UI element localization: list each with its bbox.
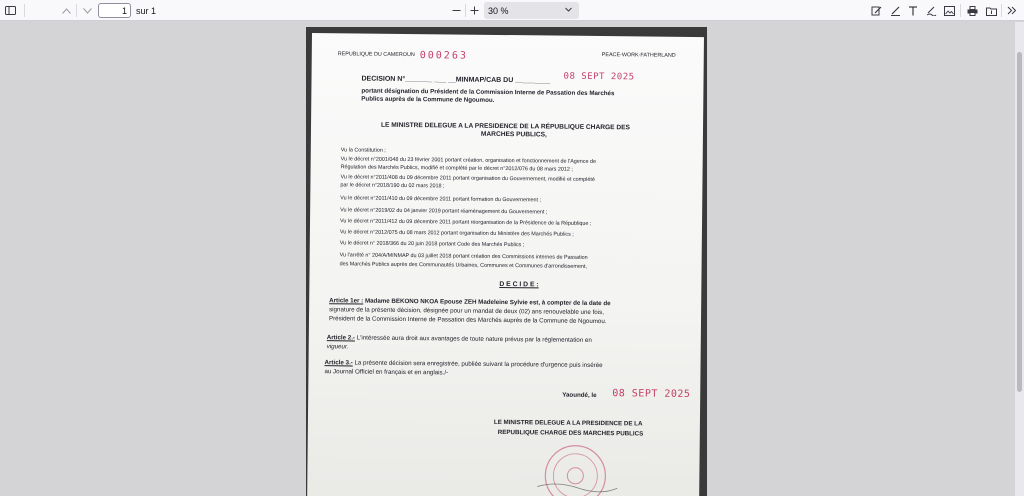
article-3-label: Article 3.- <box>324 359 353 367</box>
vu-item: des Marchés Publics auprès des Communautés Urbaines, Communes et Communes d'arrondissement, <box>339 261 587 270</box>
signature-icon <box>926 5 937 16</box>
article-3-line2: au Journal Officiel en français et en anglais./- <box>324 368 449 377</box>
vu-item: Vu le décret n°2001/048 du 23 février 2001 portant création, organisation et fonctionnement de l'Agence de <box>340 156 597 165</box>
vu-item: Vu la Constitution ; <box>340 147 386 154</box>
vu-item: Vu l'arrêté n° 204/A/MINMAP du 03 juillet 2018 portant création des Commissions internes de Passation <box>339 252 588 261</box>
article-3 <box>325 359 603 369</box>
header-motto: PEACE-WORK-FATHERLAND <box>601 52 676 59</box>
text-button[interactable] <box>906 2 920 19</box>
pdf-page <box>306 27 707 496</box>
decision-subject-line2: Publics auprès de la Commune de Ngoumou. <box>361 95 495 104</box>
minus-icon <box>452 6 461 15</box>
toolbar-divider <box>960 4 961 17</box>
sidebar-toggle-button[interactable] <box>3 2 17 19</box>
minister-title-line1: LE MINISTRE DELEGUE A LA PRESIDENCE DE LA RÉPUBLIQUE CHARGE DES <box>381 121 630 132</box>
highlight-button[interactable] <box>869 2 883 19</box>
toolbar-divider <box>76 4 77 17</box>
article-2-label: Article 2.- <box>326 334 356 342</box>
print-icon <box>967 6 978 16</box>
zoom-value: 30 % <box>488 5 509 16</box>
image-icon <box>944 6 955 16</box>
vu-item: Vu le décret n°2019/02 du 04 janvier 2019 portant réaménagement du Gouvernement ; <box>340 207 548 216</box>
draw-button[interactable] <box>888 2 902 19</box>
vertical-scrollbar[interactable] <box>1015 22 1024 496</box>
next-page-button[interactable] <box>80 2 94 19</box>
vu-item: Vu le décret n°2012/075 du 08 mars 2012 portant organisation du Ministère des Marchés Publics ; <box>339 229 574 238</box>
chevron-down-icon <box>83 8 92 14</box>
minister-title-line2: MARCHES PUBLICS, <box>480 130 547 139</box>
zoom-in-button[interactable] <box>467 2 481 19</box>
header-republic: REPUBLIQUE DU CAMEROUN <box>337 51 415 59</box>
vu-item: Vu le décret n°2011/412 du 09 décembre 2011 portant réorganisation de la Présidence de la République ; <box>339 218 592 227</box>
place-date-label: Yaoundé, le <box>562 391 597 400</box>
more-tools-button[interactable] <box>1005 2 1019 19</box>
vu-item: Vu le décret n°2011/410 du 09 décembre 2011 portant formation du Gouvernement ; <box>340 195 542 204</box>
document-scan <box>307 33 704 496</box>
save-icon <box>986 6 997 16</box>
text-icon <box>908 6 918 16</box>
decision-title: DECISION N°_______ ___ __MINMAP/CAB DU _________ <box>361 75 551 85</box>
article-1-line3: Président de la Commission Interne de Passation des Marchés auprès de la Commune de Ngoumou. <box>328 315 607 326</box>
page-total-label: sur 1 <box>136 6 157 16</box>
pen-icon <box>890 5 901 16</box>
print-button[interactable] <box>965 2 979 19</box>
signatory-line1: LE MINISTRE DELEGUE A LA PRESIDENCE DE LA <box>493 418 643 428</box>
signatory-line2: REPUBLIQUE CHARGE DES MARCHES PUBLICS <box>497 428 644 438</box>
previous-page-button[interactable] <box>59 2 73 19</box>
article-3-text: La présente décision sera enregistrée, publiée suivant la procédure d'urgence puis insérée <box>352 359 603 370</box>
article-2-text: L'intéressée aura droit aux avantages de toute nature prévus par la réglementation en <box>354 334 592 344</box>
zoom-out-button[interactable] <box>449 2 463 19</box>
highlight-icon <box>871 5 882 16</box>
scrollbar-thumb[interactable] <box>1017 52 1022 392</box>
signature-button[interactable] <box>924 2 938 19</box>
decision-date-stamp: 08 SEPT 2025 <box>563 71 635 83</box>
signature-date-stamp: 08 SEPT 2025 <box>612 388 691 400</box>
vu-item: Vu le décret n°2011/408 du 09 décembre 2011 portant organisation du Gouvernement, modifié et complété <box>340 174 595 183</box>
article-1-text: Madame BEKONO NKOA Epouse ZEH Madeleine Sylvie est, à compter de la date de <box>363 297 611 308</box>
vu-item: par le décret n°2018/190 du 02 mars 2018 ; <box>340 182 445 190</box>
zoom-select[interactable] <box>484 2 579 19</box>
official-seal-stamp <box>537 437 618 496</box>
toolbar-divider <box>1001 4 1002 17</box>
article-2-line2: vigueur. <box>326 343 349 351</box>
article-1-label: Article 1er : <box>329 297 364 305</box>
vu-item: Régulation des Marchés Publics, modifié et complété par le décret n°2012/076 du 08 mars 2012 ; <box>340 164 573 173</box>
article-2 <box>327 334 592 344</box>
toolbar-divider <box>465 4 466 17</box>
plus-icon <box>470 6 479 15</box>
chevron-down-icon <box>564 5 573 14</box>
save-button[interactable] <box>984 2 998 19</box>
chevron-up-icon <box>62 8 71 14</box>
double-chevron-right-icon <box>1007 6 1017 15</box>
vu-item: Vu le décret n° 2018/366 du 20 juin 2018 portant Code des Marchés Publics ; <box>339 240 525 249</box>
sidebar-icon <box>5 6 16 15</box>
decision-number-stamp: 000263 <box>419 50 468 62</box>
image-button[interactable] <box>942 2 956 19</box>
page-number-input[interactable] <box>98 3 131 18</box>
toolbar-divider <box>24 4 25 17</box>
article-1-line2: signature de la présente décision, désignée pour un mandat de deux (02) ans renouvelable une fois, <box>329 306 604 317</box>
decide-heading: D E C I D E : <box>499 280 539 289</box>
decision-subject-line1: portant désignation du Président de la Commission Interne de Passation des Marchés <box>361 87 615 98</box>
pdf-toolbar <box>0 0 1024 21</box>
